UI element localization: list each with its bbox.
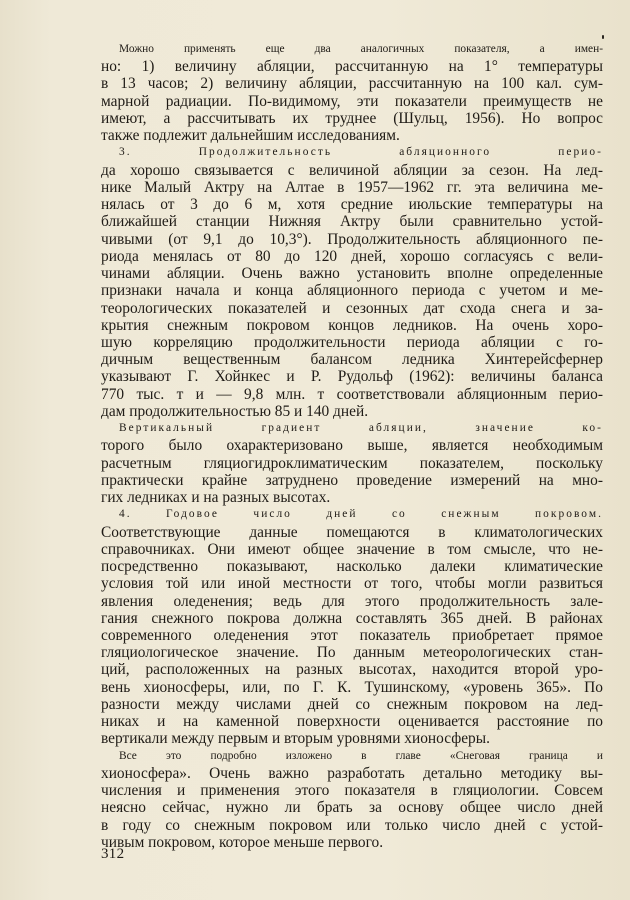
text-line: современного оледенения этот показатель приобретает прямое bbox=[101, 626, 603, 644]
text-line: но: 1) величину абляции, рассчитанную на 1° температуры bbox=[101, 58, 603, 76]
text-line: Вертикальный градиент абляции, значение ко- bbox=[119, 422, 603, 435]
text-line: также подлежит дальнейшим исследованиям. bbox=[101, 127, 400, 145]
text-line: нике Малый Актру на Алтае в 1957—1962 гг. эта величина ме- bbox=[101, 178, 603, 196]
text-line: практически крайне затруднено проведение измерений на мно- bbox=[101, 471, 603, 489]
text-line: чивыми (от 9,1 до 10,3°). Продолжительность абляционного пе- bbox=[101, 230, 603, 248]
text-line: посредственно показывают, насколько далеки климатические bbox=[101, 558, 603, 576]
text-line: крытия снежным покровом концов ледников. На очень хоро- bbox=[101, 316, 603, 334]
text-line: вень хионосферы, или, по Г. К. Тушинскому, «уровень 365». По bbox=[101, 678, 603, 696]
text-line: разности между числами дней со снежным покровом на лед- bbox=[101, 695, 603, 713]
text-line: марной радиации. По-видимому, эти показатели преимуществ не bbox=[101, 92, 603, 110]
text-line: гания снежного покрова должна составлять 365 дней. В районах bbox=[101, 609, 603, 627]
text-line: ближайшей станции Нижняя Актру были сравнительно устой- bbox=[101, 213, 603, 231]
text-line: условия той или иной местности от того, чтобы могли развиться bbox=[101, 575, 603, 593]
text-line: признаки начала и конца абляционного периода с учетом и ме- bbox=[101, 282, 603, 300]
text-line: неясно сейчас, нужно ли брать за основу общее число дней bbox=[101, 799, 603, 817]
text-line: никах и на каменной поверхности оценивается расстояние по bbox=[101, 713, 603, 731]
print-speck bbox=[602, 35, 604, 39]
text-line: чивым покровом, которое меньше первого. bbox=[101, 833, 384, 851]
text-line: гих ледниках и на разных высотах. bbox=[101, 489, 331, 507]
text-line: да хорошо связывается с величиной абляции за сезон. На лед- bbox=[101, 161, 603, 179]
page-number: 312 bbox=[101, 846, 125, 862]
text-line: 4. Годовое число дней со снежным покровом. bbox=[119, 508, 603, 521]
text-line: указывают Г. Хойнкес и Р. Рудольф (1962): величины баланса bbox=[101, 368, 603, 386]
text-line: вертикали между первым и вторым уровнями хионосферы. bbox=[101, 730, 490, 748]
body-text bbox=[101, 41, 603, 851]
text-line: торого было охарактеризовано выше, является необходимым bbox=[101, 437, 603, 455]
text-line: Все это подробно изложено в главе «Снеговая граница и bbox=[119, 749, 603, 762]
text-line: в 13 часов; 2) величину абляции, рассчитанную на 100 кал. сум- bbox=[101, 75, 603, 93]
text-line: теорологических показателей и сезонных дат схода снега и за- bbox=[101, 299, 603, 317]
text-line: явления оледенения; ведь для этого продолжительность зале- bbox=[101, 592, 603, 610]
text-line: чинами абляции. Очень важно установить вполне определенные bbox=[101, 265, 603, 283]
text-line: ций, расположенных на разных высотах, находится второй уро- bbox=[101, 661, 603, 679]
text-line: в году со снежным покровом или только число дней с устой- bbox=[101, 816, 603, 834]
text-line: 3. Продолжительность абляционного перио- bbox=[119, 146, 603, 159]
text-line: расчетным гляциогидроклиматическим показателем, поскольку bbox=[101, 454, 603, 472]
text-line: имеют, а рассчитывать их труднее (Шульц, 1956). Но вопрос bbox=[101, 109, 603, 127]
text-line: дичным вещественным балансом ледника Хинтерейсфернер bbox=[101, 351, 603, 369]
text-line: гляциологическое значение. По данным метеорологических стан- bbox=[101, 644, 603, 662]
text-line: шую корреляцию продолжительности периода абляции с го- bbox=[101, 333, 603, 351]
text-line: Можно применять еще два аналогичных показателя, а имен- bbox=[119, 43, 603, 55]
text-line: дам продолжительностью 85 и 140 дней. bbox=[101, 402, 369, 420]
text-line: справочниках. Они имеют общее значение в том смысле, что не- bbox=[101, 540, 603, 558]
text-line: Соответствующие данные помещаются в климатологических bbox=[101, 523, 603, 541]
text-line: риода менялась от 80 до 120 дней, хорошо согласуясь с вели- bbox=[101, 247, 603, 265]
text-line: нялась от 3 до 6 м, хотя средние июльские температуры на bbox=[101, 196, 603, 214]
text-line: хионосфера». Очень важно разработать детально методику вы- bbox=[101, 764, 603, 782]
text-line: 770 тыс. т и — 9,8 млн. т соответствовали абляционным перио- bbox=[101, 385, 603, 403]
text-line: числения и применения этого показателя в гляциологии. Совсем bbox=[101, 782, 603, 800]
